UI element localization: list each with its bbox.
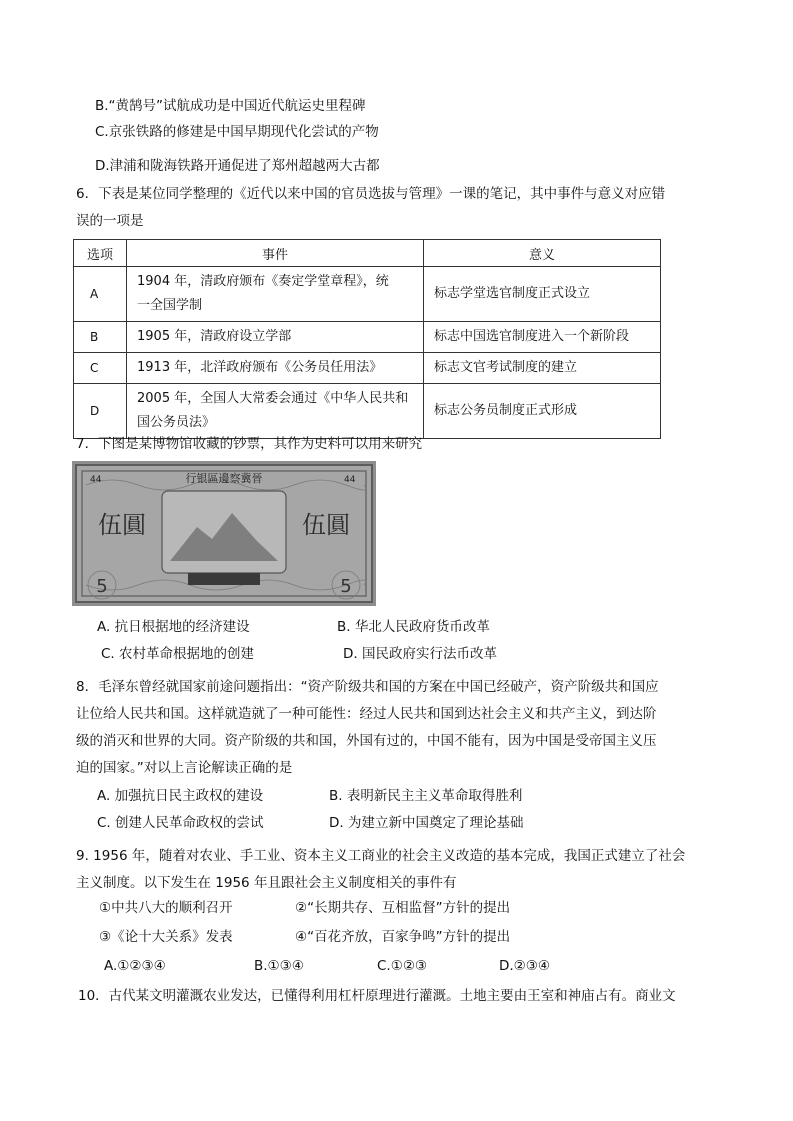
q9-option-c: C.①②③ — [377, 958, 428, 974]
table-cell-meaning: 标志公务员制度正式形成 — [424, 384, 661, 439]
q6-stem-line-2: 误的一项是 — [76, 213, 144, 229]
q9-item-4: ④“百花齐放，百家争鸣”方针的提出 — [295, 929, 511, 945]
table-cell-meaning: 标志文官考试制度的建立 — [424, 353, 661, 384]
table-cell-meaning: 标志中国选官制度进入一个新阶段 — [424, 322, 661, 353]
table-cell-option: A — [74, 267, 127, 322]
q10-stem-line-1: 10．古代某文明灌溉农业发达，已懂得利用杠杆原理进行灌溉。土地主要由王室和神庙占有。商业文 — [78, 988, 676, 1004]
q9-item-1: ①中共八大的顺利召开 — [99, 900, 233, 916]
q7-option-a: A. 抗日根据地的经济建设 — [97, 619, 250, 635]
q9-option-d: D.②③④ — [499, 958, 550, 974]
table-header-option: 选项 — [74, 240, 127, 267]
banknote-serial-left: 44 — [90, 475, 102, 485]
banknote-image — [72, 461, 376, 606]
event-line: 一全国学制 — [137, 298, 203, 313]
banknote-denomination-left: 伍圓 — [98, 511, 146, 539]
q8-option-c: C. 创建人民革命政权的尝试 — [97, 815, 264, 831]
table-cell-option: B — [74, 322, 127, 353]
q5-option-d: D.津浦和陇海铁路开通促进了郑州超越两大古都 — [95, 158, 380, 174]
table-cell-event: 1913 年，北洋政府颁布《公务员任用法》 — [127, 353, 424, 384]
banknote-corner-numeral-right: 5 — [340, 576, 352, 597]
table-cell-meaning: 标志学堂选官制度正式设立 — [424, 267, 661, 322]
table-cell-event: 1905 年，清政府设立学部 — [127, 322, 424, 353]
q8-stem-line-4: 迫的国家。”对以上言论解读正确的是 — [76, 760, 293, 776]
banknote-serial-right: 44 — [344, 475, 356, 485]
q9-item-3: ③《论十大关系》发表 — [99, 929, 233, 945]
table-cell-option: D — [74, 384, 127, 439]
table-row — [74, 384, 661, 439]
banknote-corner-numeral-left: 5 — [96, 576, 108, 597]
q9-option-b: B.①③④ — [254, 958, 304, 974]
q8-option-a: A. 加强抗日民主政权的建设 — [97, 788, 264, 804]
q7-stem: 7．下图是某博物馆收藏的钞票，其作为史料可以用来研究 — [76, 436, 423, 452]
q7-option-b: B. 华北人民政府货币改革 — [337, 619, 490, 635]
q8-option-b: B. 表明新民主主义革命取得胜利 — [329, 788, 523, 804]
q8-option-d: D. 为建立新中国奠定了理论基础 — [329, 815, 524, 831]
q5-option-c: C.京张铁路的修建是中国早期现代化尝试的产物 — [95, 124, 379, 140]
q8-stem-line-3: 级的消灭和世界的大同。资产阶级的共和国，外国有过的，中国不能有，因为中国是受帝国主义压 — [76, 733, 657, 749]
banknote-denomination-right: 伍圓 — [302, 511, 350, 539]
event-line: 2005 年，全国人大常委会通过《中华人民共和 — [137, 391, 409, 406]
q8-stem-line-2: 让位给人民共和国。这样就造就了一种可能性：经过人民共和国到达社会主义和共产主义，到达阶 — [76, 706, 657, 722]
table-cell-event — [127, 384, 424, 439]
table-header-meaning: 意义 — [424, 240, 661, 267]
q6-stem-line-1: 6．下表是某位同学整理的《近代以来中国的官员选拔与管理》一课的笔记，其中事件与意义对应错 — [76, 186, 666, 202]
table-header-row — [74, 240, 661, 267]
event-line: 国公务员法》 — [137, 415, 216, 430]
q5-option-b: B.“黄鹄号”试航成功是中国近代航运史里程碑 — [95, 98, 366, 114]
q9-stem-line-1: 9. 1956 年，随着对农业、手工业、资本主义工商业的社会主义改造的基本完成，我国正式建立了社会 — [76, 848, 686, 864]
table-row — [74, 322, 661, 353]
table-header-event: 事件 — [127, 240, 424, 267]
table-cell-option: C — [74, 353, 127, 384]
table-row — [74, 267, 661, 322]
q7-option-c: C. 农村革命根据地的创建 — [101, 646, 255, 662]
q9-stem-line-2: 主义制度。以下发生在 1956 年且跟社会主义制度相关的事件有 — [76, 875, 457, 891]
q7-option-d: D. 国民政府实行法币改革 — [343, 646, 497, 662]
event-line: 1904 年，清政府颁布《奏定学堂章程》，统 — [137, 274, 389, 289]
table-row — [74, 353, 661, 384]
banknote-top-text: 行银區邊察冀晉 — [185, 472, 263, 485]
q6-table — [73, 239, 661, 439]
q8-stem-line-1: 8．毛泽东曾经就国家前途问题指出：“资产阶级共和国的方案在中国已经破产，资产阶级共和国应 — [76, 679, 659, 695]
table-cell-event — [127, 267, 424, 322]
q9-item-2: ②“长期共存、互相监督”方针的提出 — [295, 900, 511, 916]
q9-option-a: A.①②③④ — [104, 958, 166, 974]
